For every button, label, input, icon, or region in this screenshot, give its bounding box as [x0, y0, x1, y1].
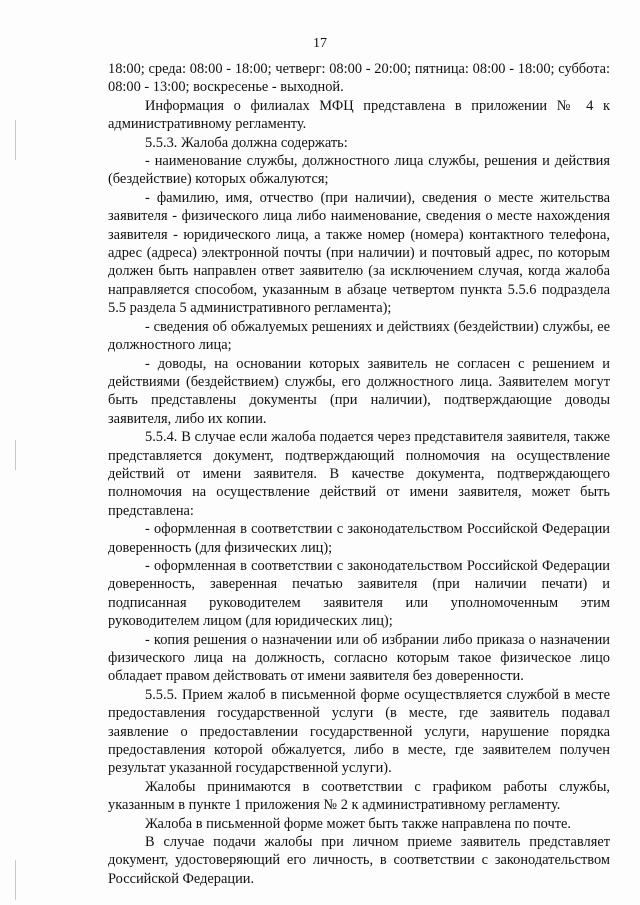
paragraph: 18:00; среда: 08:00 - 18:00; четверг: 08:00 - 20:00; пятница: 08:00 - 18:00; суббота: 08:00 - 13:00; воскресенье - выходной. [108, 61, 610, 96]
paragraph: - доводы, на основании которых заявитель не согласен с решением и действиями (бездействием) службы, его должностного лица. Заявителем могут быть представлены документы (при наличии), подтверждающие доводы заявителя, либо их копии. [108, 355, 610, 427]
paragraph: - сведения об обжалуемых решениях и действиях (бездействии) службы, ее должностного лица; [108, 318, 610, 354]
paragraph: 5.5.4. В случае если жалоба подается через представителя заявителя, также представляется документ, подтверждающий полномочия на осуществление действий от имени заявителя. В качестве документа, подтверждающего полномочия на осуществление действий от имени заявителя, может быть представлена: [108, 429, 610, 519]
paragraph: - наименование службы, должностного лица службы, решения и действия (бездействие) которых обжалуются; [108, 153, 610, 188]
paragraph: - копия решения о назначении или об избрании либо приказа о назначении физического лица на должность, согласно которым такое физическое лицо обладает правом действовать от имени заявителя без доверенности. [108, 631, 610, 685]
scan-margin-mark [15, 440, 16, 470]
paragraph: - оформленная в соответствии с законодательством Российской Федерации доверенность, заверенная печатью заявителя (при наличии печати) и подписанная руководителем заявителя или уполномоченным этим руководителем лицом (для юридических лиц); [108, 557, 610, 630]
paragraph: - оформленная в соответствии с законодательством Российской Федерации доверенность (для физических лиц); [108, 521, 610, 556]
scan-margin-mark [15, 860, 16, 900]
paragraph: - фамилию, имя, отчество (при наличии), сведения о месте жительства заявителя - физического лица либо наименование, сведения о месте нахождения заявителя - юридического лица, а также номер (номера) контактного телефона, адрес (адреса) электронной почты (при наличии) и почтовый адрес, по которым должен быть направлен ответ заявителю (за исключением случая, когда жалоба направляется способом, указанным в абзаце четвертом пункта 5.5.6 подраздела 5.5 раздела 5 административного регламента); [108, 189, 610, 317]
page-number: 17 [313, 36, 327, 51]
paragraph: Жалобы принимаются в соответствии с графиком работы службы, указанным в пункте 1 приложения № 2 к административному регламенту. [108, 778, 610, 814]
paragraph: Жалоба в письменной форме может быть также направлена по почте. [145, 815, 572, 832]
paragraph: В случае подачи жалобы при личном приеме заявитель представляет документ, удостоверяющий его личность, в соответствии с законодательством Российской Федерации. [108, 834, 610, 887]
paragraph: Информация о филиалах МФЦ представлена в приложении № 4 к административному регламенту. [108, 97, 610, 133]
document-body [108, 60, 610, 888]
scan-margin-mark [15, 120, 16, 160]
paragraph: 5.5.5. Прием жалоб в письменной форме осуществляется службой в месте предоставления государственной услуги (в месте, где заявитель подавал заявление о предоставлении государственной услуги, нарушение порядка предоставления которой обжалуется, либо в месте, где заявителем получен результат указанной государственной услуги). [108, 686, 610, 777]
paragraph: 5.5.3. Жалоба должна содержать: [145, 134, 348, 151]
